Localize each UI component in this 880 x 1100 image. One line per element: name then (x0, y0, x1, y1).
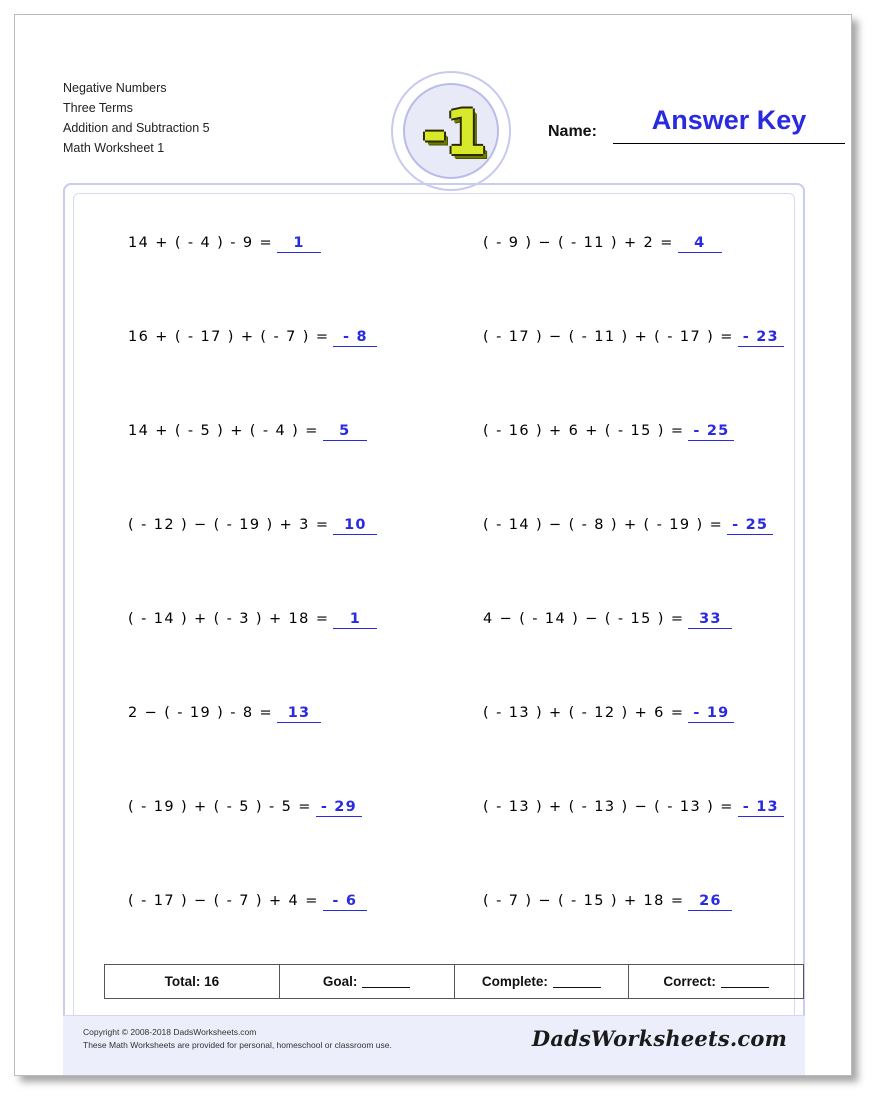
problem-item (128, 235, 321, 265)
problem-item (483, 329, 784, 359)
problem-answer[interactable]: - 29 (316, 799, 362, 817)
problem-grid (73, 219, 799, 959)
problem-answer[interactable]: 26 (688, 893, 732, 911)
problem-answer[interactable]: - 13 (738, 799, 784, 817)
problem-answer[interactable]: 1 (277, 235, 321, 253)
negative-one-badge (391, 71, 511, 191)
problem-expression: ( - 17 ) − ( - 7 ) + 4 = (128, 893, 319, 909)
problem-answer[interactable]: 13 (277, 705, 321, 723)
correct-label: Correct: (663, 974, 716, 989)
problem-answer[interactable]: - 8 (333, 329, 377, 347)
problem-answer[interactable]: - 25 (688, 423, 734, 441)
problem-expression: ( - 16 ) + 6 + ( - 15 ) = (483, 423, 685, 439)
problem-expression: ( - 14 ) − ( - 8 ) + ( - 19 ) = (483, 517, 724, 533)
problem-item (128, 329, 377, 359)
worksheet-header (15, 15, 851, 175)
complete-cell[interactable] (455, 965, 630, 998)
problem-expression: 2 − ( - 19 ) - 8 = (128, 705, 274, 721)
worksheet-title-line-2: Three Terms (63, 101, 133, 115)
brand-logo: DadsWorksheets.com (531, 1026, 787, 1051)
worksheet-title-line-4: Math Worksheet 1 (63, 141, 165, 155)
total-label: Total: 16 (164, 974, 220, 989)
problem-item (128, 893, 367, 923)
correct-blank[interactable] (721, 976, 769, 988)
problem-expression: 16 + ( - 17 ) + ( - 7 ) = (128, 329, 330, 345)
name-label: Name: (548, 123, 597, 140)
problem-answer[interactable]: 4 (678, 235, 722, 253)
name-input-line[interactable] (613, 143, 845, 144)
problem-item (483, 423, 734, 453)
problem-expression: ( - 7 ) − ( - 15 ) + 18 = (483, 893, 685, 909)
answer-key-heading: Answer Key (651, 105, 807, 135)
problem-item (483, 517, 773, 547)
problem-item (128, 423, 367, 453)
problem-item (128, 611, 377, 641)
problem-item (128, 705, 321, 735)
problem-answer[interactable]: 33 (688, 611, 732, 629)
goal-label: Goal: (322, 974, 358, 989)
problem-expression: ( - 17 ) − ( - 11 ) + ( - 17 ) = (483, 329, 734, 345)
complete-label: Complete: (481, 974, 548, 989)
copyright-block (83, 1026, 392, 1052)
problem-answer[interactable]: - 6 (323, 893, 367, 911)
total-cell (105, 965, 280, 998)
problem-answer[interactable]: 5 (323, 423, 367, 441)
problem-answer[interactable]: - 19 (688, 705, 734, 723)
problem-item (128, 799, 362, 829)
score-summary-bar (104, 964, 804, 999)
problem-item (483, 799, 784, 829)
goal-cell[interactable] (280, 965, 455, 998)
copyright-line-1: Copyright © 2008-2018 DadsWorksheets.com (83, 1027, 257, 1037)
problem-expression: 14 + ( - 5 ) + ( - 4 ) = (128, 423, 319, 439)
problem-expression: ( - 13 ) + ( - 13 ) − ( - 13 ) = (483, 799, 734, 815)
correct-cell[interactable] (629, 965, 803, 998)
worksheet-title-block (63, 78, 210, 158)
problem-expression: 14 + ( - 4 ) - 9 = (128, 235, 274, 251)
problem-expression: ( - 9 ) − ( - 11 ) + 2 = (483, 235, 674, 251)
problem-expression: 4 − ( - 14 ) − ( - 15 ) = (483, 611, 685, 627)
problem-answer[interactable]: 1 (333, 611, 377, 629)
copyright-line-2: These Math Worksheets are provided for personal, homeschool or classroom use. (83, 1040, 392, 1050)
problem-item (483, 705, 734, 735)
problem-item (483, 893, 732, 923)
problem-expression: ( - 19 ) + ( - 5 ) - 5 = (128, 799, 312, 815)
problem-expression: ( - 14 ) + ( - 3 ) + 18 = (128, 611, 330, 627)
problem-answer[interactable]: - 25 (727, 517, 773, 535)
problem-item (483, 235, 722, 265)
problem-answer[interactable]: - 23 (738, 329, 784, 347)
goal-blank[interactable] (362, 976, 410, 988)
badge-number-icon: -1 (421, 96, 485, 169)
worksheet-title-line-3: Addition and Subtraction 5 (63, 121, 210, 135)
worksheet-footer (63, 1015, 805, 1075)
problem-answer[interactable]: 10 (333, 517, 377, 535)
problem-expression: ( - 12 ) − ( - 19 ) + 3 = (128, 517, 330, 533)
worksheet-page (14, 14, 852, 1076)
problem-expression: ( - 13 ) + ( - 12 ) + 6 = (483, 705, 685, 721)
worksheet-title-line-1: Negative Numbers (63, 81, 167, 95)
problem-item (128, 517, 377, 547)
problem-item (483, 611, 732, 641)
badge-inner-circle (403, 83, 499, 179)
complete-blank[interactable] (553, 976, 601, 988)
